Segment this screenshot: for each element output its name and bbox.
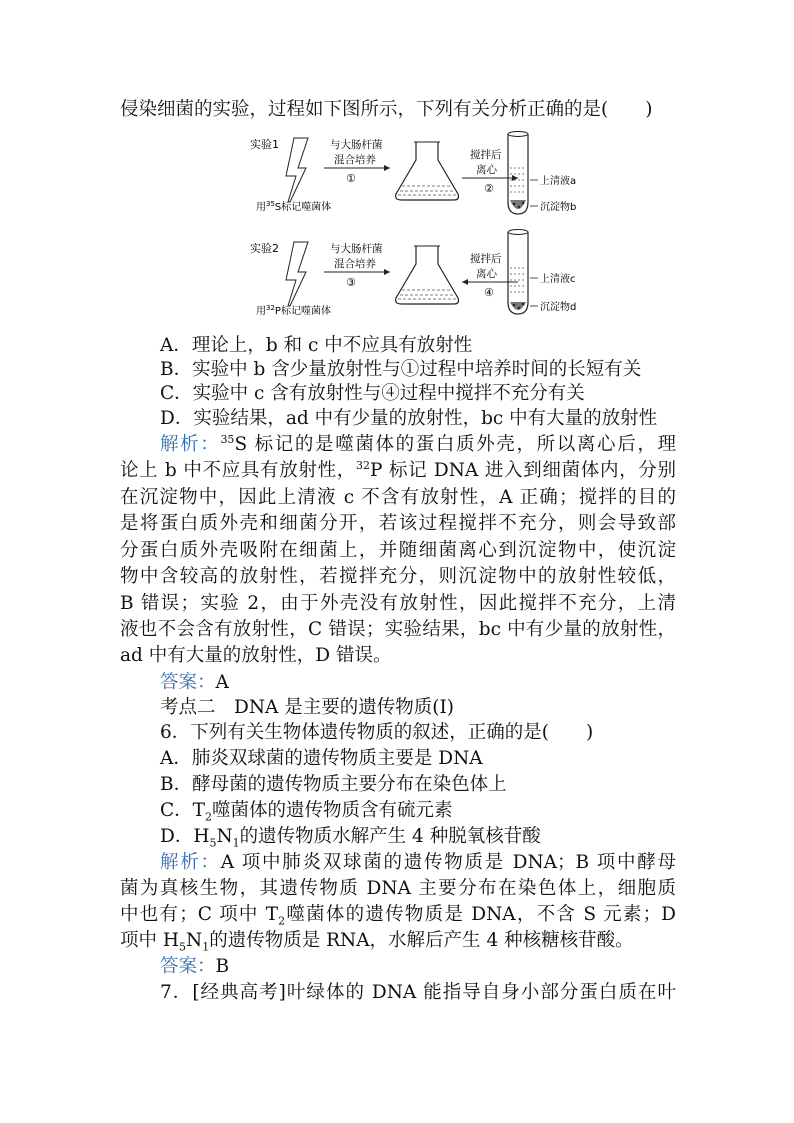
exp2-tag: 用$^{32}$P标记噬菌体 — [256, 304, 331, 317]
experiment-2 — [250, 230, 576, 318]
q5-option-d: D．实验结果，ad 中有少量的放射性，bc 中有大量的放射性 — [160, 408, 658, 429]
q6-analysis-line-1: 解析：A 项中肺炎双球菌的遗传物质是 DNA；B 项中酵母 — [160, 852, 676, 873]
exp1-tag: 用$^{35}$S标记噬菌体 — [256, 200, 332, 213]
exp2-sediment: 沉淀物d — [540, 302, 576, 313]
q6-option-a: A．肺炎双球菌的遗传物质主要是 DNA — [160, 748, 483, 769]
q6-option-c: C．$T_2$噬菌体的遗传物质含有硫元素 — [160, 800, 453, 824]
experiment-1 — [250, 132, 576, 215]
exp2-step2-line1: 搅拌后 — [470, 253, 502, 265]
exp2-step1-num: ③ — [346, 276, 356, 289]
exp1-step1-line2: 混合培养 — [334, 154, 376, 166]
q5-analysis-line-8: 液也不会含有放射性，C 错误；实验结果，bc 中有少量的放射性， — [120, 619, 676, 640]
q5-analysis-line-3: 在沉淀物中，因此上清液 c 不含有放射性，A 正确；搅拌的目的 — [120, 487, 676, 508]
experiment-figure — [246, 128, 576, 318]
exp1-step1-num: ① — [346, 172, 356, 185]
question-intro: 侵染细菌的实验，过程如下图所示，下列有关分析正确的是( ) — [120, 99, 653, 120]
q5-analysis-line-2: 论上 b 中不应具有放射性，$^{32}$P 标记 DNA 进入到细菌体内，分别 — [120, 458, 676, 481]
exp1-step1-line1: 与大肠杆菌 — [330, 139, 383, 151]
q5-option-b: B．实验中 b 含少量放射性与①过程中培养时间的长短有关 — [160, 359, 642, 380]
exp1-label: 实验1 — [250, 138, 279, 151]
exp1-step2-line2: 离心 — [476, 164, 497, 176]
q6-analysis-line-3: 中也有；C 项中 $T_2$噬菌体的遗传物质是 DNA，不含 S 元素；D — [120, 904, 676, 928]
q5-option-c: C．实验中 c 含有放射性与④过程中搅拌不充分有关 — [160, 383, 585, 404]
exp2-step1-line2: 混合培养 — [334, 258, 376, 270]
q5-answer: 答案：A — [160, 672, 229, 693]
q6-option-b: B．酵母菌的遗传物质主要分布在染色体上 — [160, 774, 507, 795]
exp1-step2-line1: 搅拌后 — [470, 149, 502, 161]
exp1-sediment: 沉淀物b — [540, 202, 576, 213]
tube-2-icon — [508, 232, 528, 314]
q5-analysis-line-1: 解析：$^{35}$S 标记的是噬菌体的蛋白质外壳，所以离心后，理 — [160, 432, 676, 455]
q5-analysis-line-7: B 错误；实验 2，由于外壳没有放射性，因此搅拌不充分，上清 — [120, 593, 676, 614]
exp2-step2-line2: 离心 — [476, 268, 497, 280]
exp1-step2-num: ② — [484, 182, 494, 195]
q6-option-d: D．$H_5N_1$的遗传物质水解产生 4 种脱氧核苷酸 — [160, 826, 541, 850]
exp2-supernatant: 上清液c — [540, 274, 576, 285]
q6-stem: 6．下列有关生物体遗传物质的叙述，正确的是( ) — [160, 722, 594, 743]
q5-analysis-line-6: 物中含较高的放射性，若搅拌充分，则沉淀物中的放射性较低， — [120, 566, 676, 587]
q6-analysis-line-4: 项中 $H_5N_1$的遗传物质是 RNA，水解后产生 4 种核糖核苷酸。 — [120, 930, 634, 954]
q5-analysis-line-9: ad 中有大量的放射性，D 错误。 — [120, 645, 392, 666]
q6-analysis-line-2: 菌为真核生物，其遗传物质 DNA 主要分布在染色体上，细胞质 — [120, 878, 676, 899]
analysis-label: 解析： — [160, 434, 221, 455]
q5-option-a: A．理论上，b 和 c 中不应具有放射性 — [160, 335, 473, 356]
q5-analysis-line-5: 分蛋白质外壳吸附在细菌上，并随细菌离心到沉淀物中，使沉淀 — [120, 540, 676, 561]
exp2-step1-line1: 与大肠杆菌 — [330, 243, 383, 255]
exp1-supernatant: 上清液a — [540, 176, 576, 187]
phage-2-icon — [286, 242, 308, 306]
q6-answer: 答案：B — [160, 956, 230, 977]
section-heading: 考点二 DNA 是主要的遗传物质(Ⅰ) — [160, 697, 455, 718]
q5-analysis-line-4: 是将蛋白质外壳和细菌分开，若该过程搅拌不充分，则会导致部 — [120, 513, 676, 534]
exp2-step2-num: ④ — [484, 286, 494, 299]
exp2-label: 实验2 — [250, 242, 279, 255]
q7-stem: 7．[经典高考]叶绿体的 DNA 能指导自身小部分蛋白质在叶 — [160, 982, 676, 1003]
phage-1-icon — [286, 138, 308, 202]
